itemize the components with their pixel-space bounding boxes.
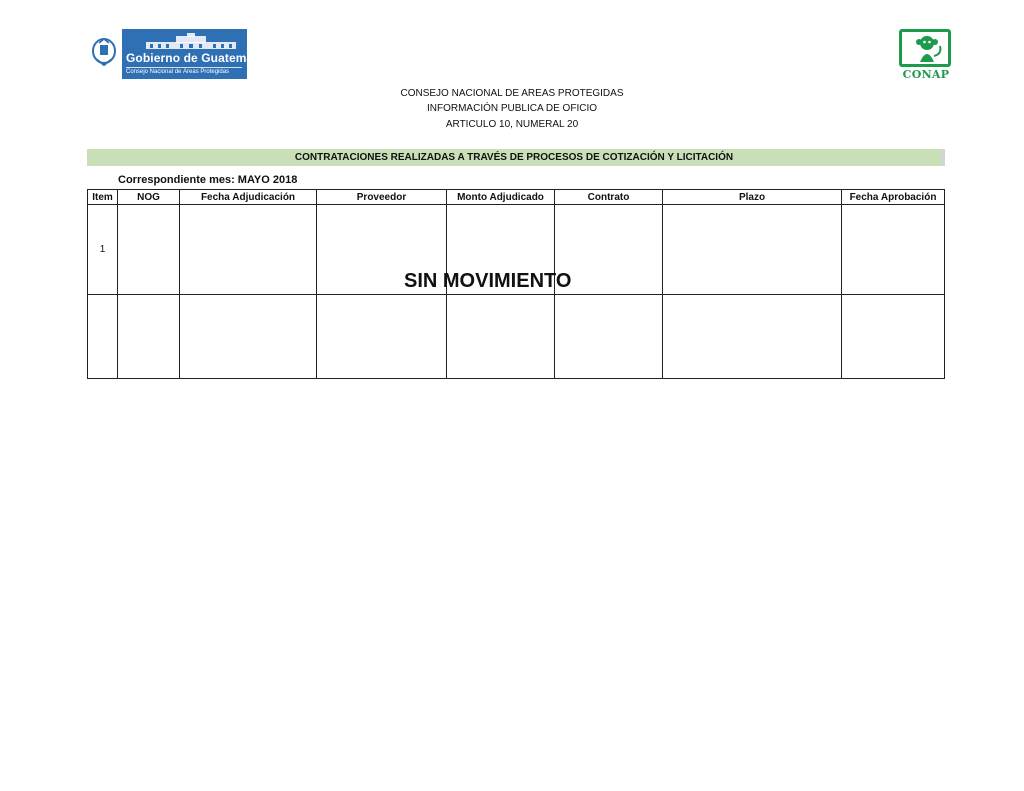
table-cell [180,205,317,295]
column-header-nog: NOG [118,190,180,205]
table-cell [842,295,945,379]
monkey-icon [899,29,951,67]
table-cell [842,205,945,295]
gobierno-logo-name: Gobierno de Guatemala [126,51,264,65]
column-header-monto-adjudicado: Monto Adjudicado [447,190,555,205]
table-cell [317,295,447,379]
table-row [88,295,945,379]
column-header-fecha-aprobacion: Fecha Aprobación [842,190,945,205]
no-movement-note: SIN MOVIMIENTO [404,270,572,292]
conap-logo-text: CONAP [902,68,950,81]
column-header-proveedor: Proveedor [317,190,447,205]
column-header-contrato: Contrato [555,190,663,205]
guatemala-emblem-icon [86,29,122,79]
table-cell [555,295,663,379]
header-line-3: ARTICULO 10, NUMERAL 20 [445,119,579,130]
table-cell [663,295,842,379]
header-line-2: INFORMACIÓN PUBLICA DE OFICIO [426,103,598,114]
table-header-row [88,190,945,205]
month-label: Correspondiente mes: MAYO 2018 [118,174,298,186]
table-cell [663,205,842,295]
gobierno-guatemala-logo [86,29,264,79]
gobierno-logo-divider [126,67,242,68]
item-number-cell [88,295,118,379]
column-header-plazo: Plazo [663,190,842,205]
gobierno-logo-subtitle: Consejo Nacional de Áreas Protegidas [126,69,230,75]
conap-logo [897,29,955,83]
table-cell [118,295,180,379]
column-header-fecha-adjudicacion: Fecha Adjudicación [180,190,317,205]
column-header-item: Item [88,190,118,205]
table-cell [118,205,180,295]
table-cell [447,295,555,379]
item-number-cell: 1 [88,205,118,295]
section-banner: CONTRATACIONES REALIZADAS A TRAVÉS DE PROCESOS DE COTIZACIÓN Y LICITACIÓN [87,149,945,166]
table-cell [180,295,317,379]
header-line-1: CONSEJO NACIONAL DE AREAS PROTEGIDAS [400,88,624,99]
